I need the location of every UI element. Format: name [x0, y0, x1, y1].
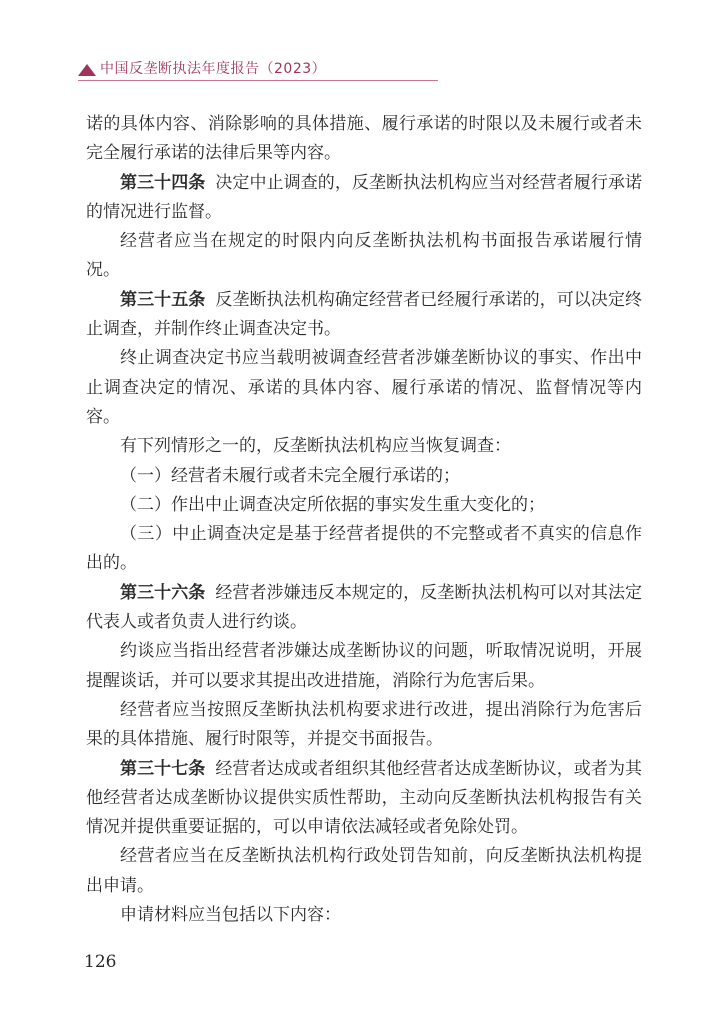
article-number: 第三十七条	[120, 758, 206, 779]
article-number: 第三十五条	[120, 289, 206, 310]
paragraph	[86, 637, 642, 696]
paragraph-text: （一）经营者未履行或者未完全履行承诺的；	[120, 465, 460, 486]
document-body	[86, 110, 642, 930]
triangle-marker-icon	[78, 64, 96, 76]
paragraph-text: 经营者应当在规定的时限内向反垄断执法机构书面报告承诺履行情况。	[86, 231, 642, 281]
paragraph	[86, 432, 642, 461]
paragraph-text: 经营者涉嫌违反本规定的，反垄断执法机构可以对其法定代表人或者负责人进行约谈。	[86, 582, 643, 633]
paragraph-text: 终止调查决定书应当载明被调查经营者涉嫌垄断协议的事实、作出中止调查决定的情况、承诺的具体内容、履行承诺的情况、监督情况等内容。	[86, 348, 642, 427]
paragraph-text: 有下列情形之一的，反垄断执法机构应当恢复调查：	[120, 436, 511, 457]
article-paragraph	[86, 579, 642, 638]
paragraph-text: 约谈应当指出经营者涉嫌达成垄断协议的问题，听取情况说明，开展提醒谈话，并可以要求其提出改进措施，消除行为危害后果。	[86, 641, 642, 691]
article-paragraph	[86, 169, 642, 228]
paragraph-text: 经营者应当按照反垄断执法机构要求进行改进，提出消除行为危害后果的具体措施、履行时限等，并提交书面报告。	[86, 699, 642, 750]
header-divider	[78, 80, 438, 81]
paragraph-text: 反垄断执法机构确定经营者已经履行承诺的，可以决定终止调查，并制作终止调查决定书。	[86, 289, 643, 340]
list-item	[86, 462, 642, 491]
paragraph-text: （三）中止调查决定是基于经营者提供的不完整或者不真实的信息作出的。	[86, 524, 642, 574]
paragraph	[86, 901, 642, 930]
paragraph	[86, 110, 642, 169]
running-header-title: 中国反垄断执法年度报告（2023）	[100, 61, 327, 77]
page-number: 126	[84, 952, 117, 972]
paragraph-text: 决定中止调查的，反垄断执法机构应当对经营者履行承诺的情况进行监督。	[86, 172, 643, 222]
paragraph-text: （二）作出中止调查决定所依据的事实发生重大变化的；	[120, 494, 545, 515]
paragraph-text: 申请材料应当包括以下内容：	[120, 905, 341, 926]
article-paragraph	[86, 755, 642, 843]
paragraph	[86, 842, 642, 901]
article-number: 第三十四条	[120, 172, 206, 193]
paragraph-text: 经营者应当在反垄断执法机构行政处罚告知前，向反垄断执法机构提出申请。	[86, 846, 642, 896]
paragraph-text: 诺的具体内容、消除影响的具体措施、履行承诺的时限以及未履行或者未完全履行承诺的法律后果等内容。	[86, 114, 642, 164]
paragraph	[86, 344, 642, 432]
list-item	[86, 491, 642, 520]
list-item	[86, 520, 642, 579]
article-paragraph	[86, 286, 642, 345]
article-number: 第三十六条	[120, 582, 206, 603]
paragraph	[86, 696, 642, 755]
paragraph-text: 经营者达成或者组织其他经营者达成垄断协议，或者为其他经营者达成垄断协议提供实质性帮助，主动向反垄断执法机构报告有关情况并提供重要证据的，可以申请依法减轻或者免除处罚。	[86, 758, 643, 838]
paragraph	[86, 227, 642, 286]
